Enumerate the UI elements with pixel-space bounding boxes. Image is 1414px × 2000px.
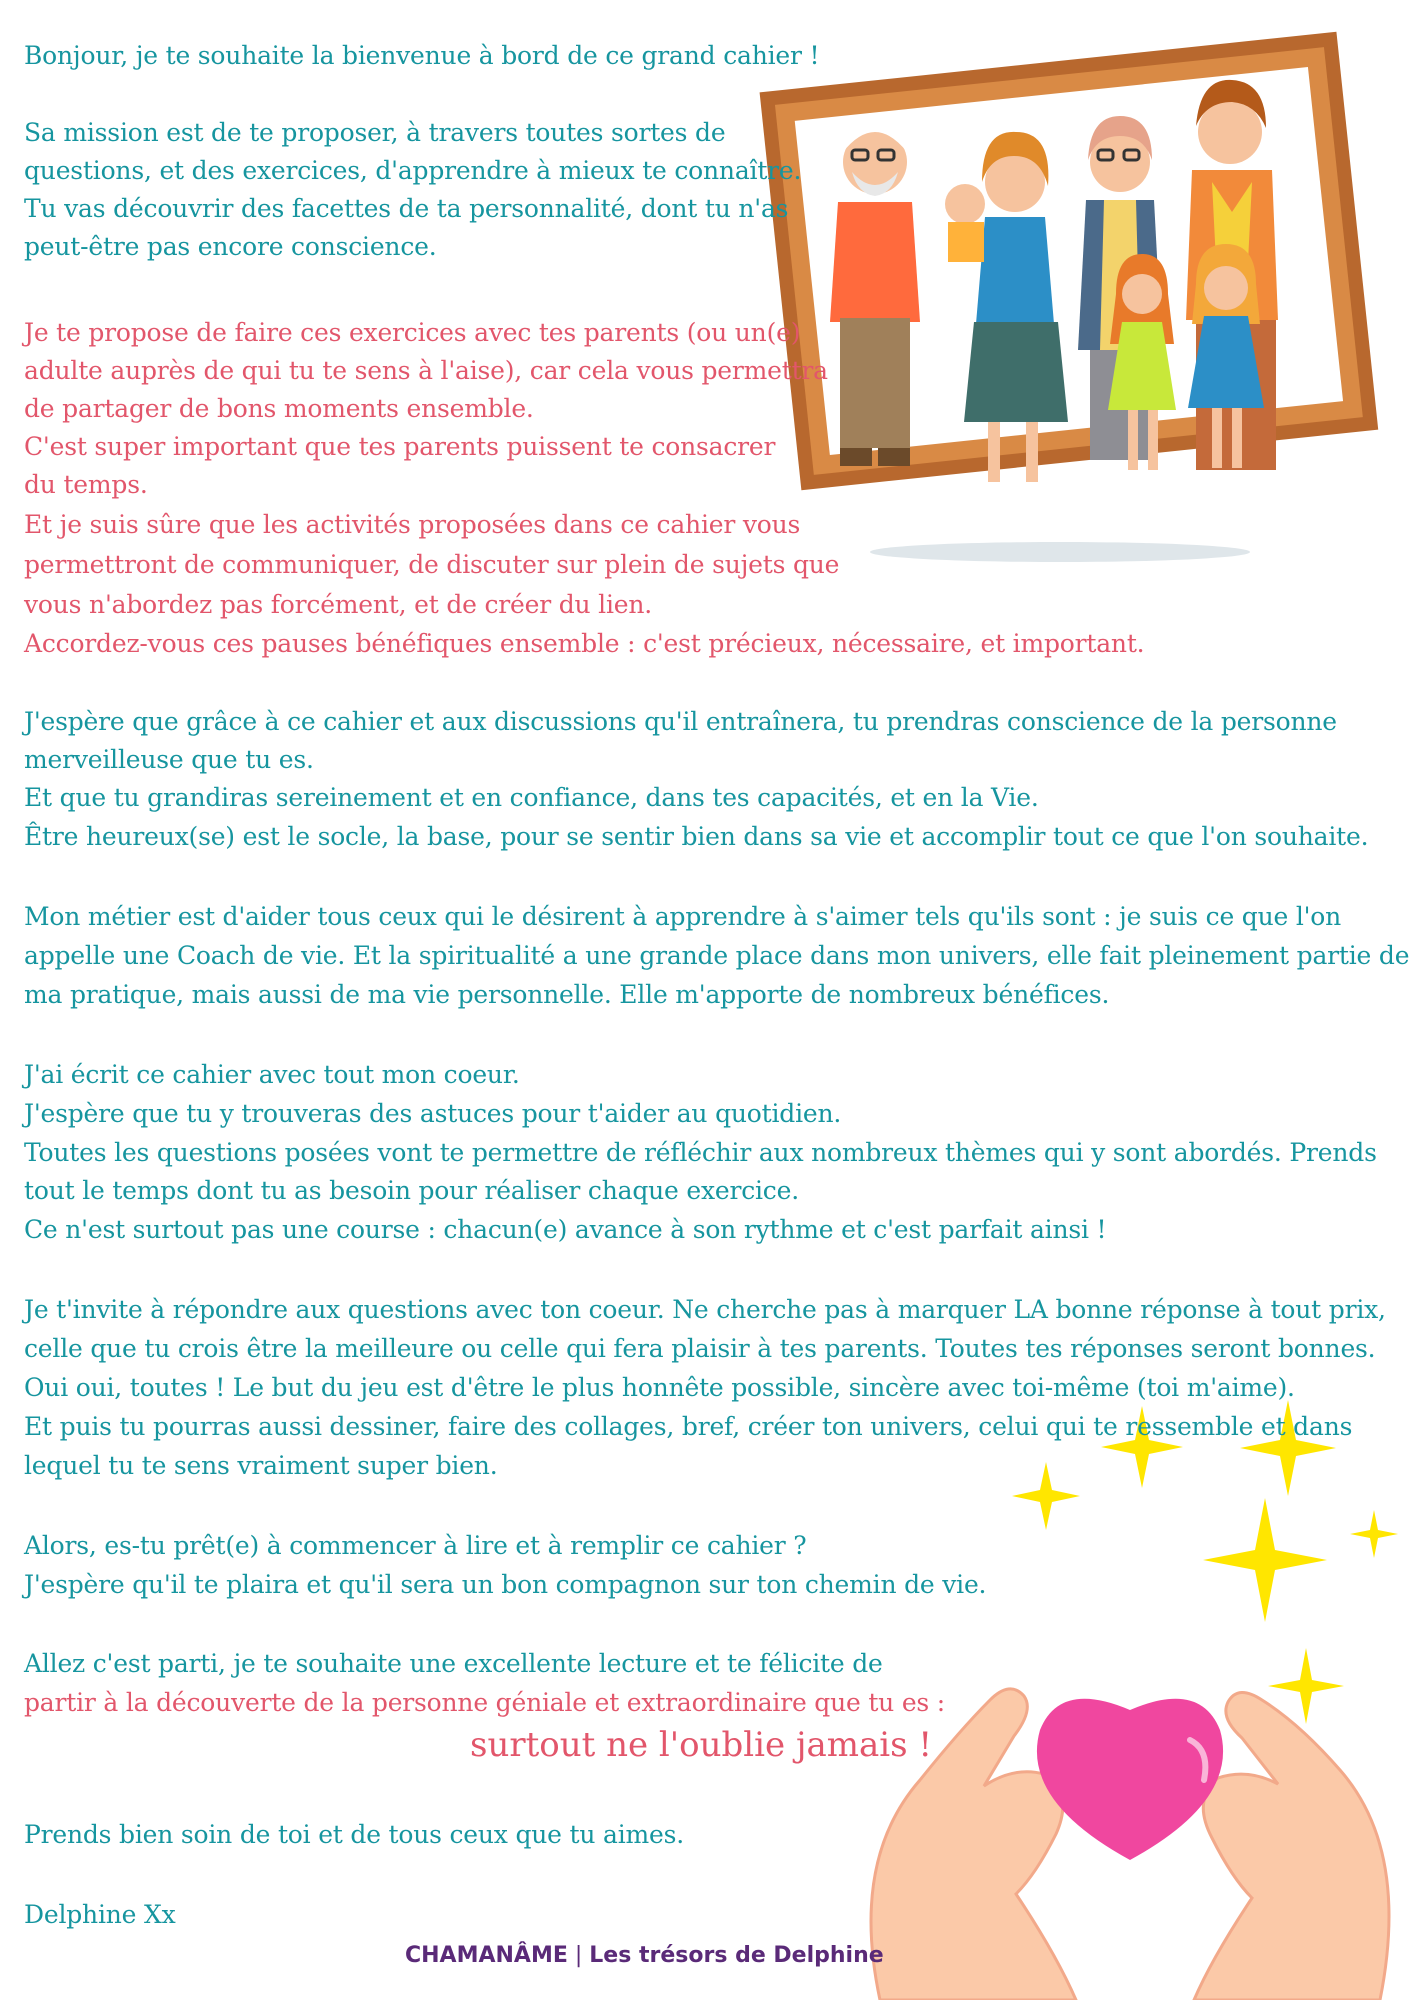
- p4-line: Mon métier est d'aider tous ceux qui le désirent à apprendre à s'aimer tels qu'ils sont : je suis ce que l'on: [24, 902, 1342, 931]
- p6-line: Et puis tu pourras aussi dessiner, faire des collages, bref, créer ton univers, celui qui te ressemble et dans: [24, 1412, 1353, 1441]
- p2-line: Accordez-vous ces pauses bénéfiques ensemble : c'est précieux, nécessaire, et important.: [24, 629, 1145, 658]
- p2-line: de partager de bons moments ensemble.: [24, 394, 534, 423]
- p3-line: Être heureux(se) est le socle, la base, pour se sentir bien dans sa vie et accomplir tout ce que l'on souhaite.: [24, 822, 1369, 851]
- p4-line: ma pratique, mais aussi de ma vie personnelle. Elle m'apporte de nombreux bénéfices.: [24, 980, 1110, 1009]
- p2-line: du temps.: [24, 470, 148, 499]
- p5-line: Ce n'est surtout pas une course : chacun(e) avance à son rythme et c'est parfait ainsi !: [24, 1215, 1107, 1244]
- p7-line: Alors, es-tu prêt(e) à commencer à lire et à remplir ce cahier ?: [24, 1531, 807, 1560]
- p2-line: C'est super important que tes parents puissent te consacrer: [24, 432, 776, 461]
- goodbye-line: Prends bien soin de toi et de tous ceux que tu aimes.: [24, 1820, 684, 1849]
- p3-line: J'espère que grâce à ce cahier et aux discussions qu'il entraînera, tu prendras conscience de la personne: [24, 707, 1337, 736]
- p5-line: Toutes les questions posées vont te permettre de réfléchir aux nombreux thèmes qui y sont abordés. Prends: [24, 1138, 1377, 1167]
- sparkle-icon: [1012, 1400, 1398, 1724]
- signature: Delphine Xx: [24, 1900, 176, 1929]
- intro-line: Bonjour, je te souhaite la bienvenue à bord de ce grand cahier !: [24, 41, 820, 70]
- closing-line: surtout ne l'oublie jamais !: [470, 1725, 933, 1765]
- p3-line: Et que tu grandiras sereinement et en confiance, dans tes capacités, et en la Vie.: [24, 783, 1039, 812]
- p2-line: vous n'abordez pas forcément, et de créer du lien.: [24, 590, 652, 619]
- p8-line: partir à la découverte de la personne géniale et extraordinaire que tu es :: [24, 1688, 946, 1717]
- p1-line: peut-être pas encore conscience.: [24, 232, 437, 261]
- p8-line: Allez c'est parti, je te souhaite une excellente lecture et te félicite de: [24, 1649, 883, 1678]
- p5-line: J'ai écrit ce cahier avec tout mon coeur.: [24, 1060, 520, 1089]
- p2-line: adulte auprès de qui tu te sens à l'aise), car cela vous permettra: [24, 356, 828, 385]
- p6-line: Oui oui, toutes ! Le but du jeu est d'être le plus honnête possible, sincère avec toi-même (toi m'aime).: [24, 1373, 1295, 1402]
- footer-separator: |: [567, 1943, 590, 1968]
- footer-tagline: Les trésors de Delphine: [589, 1943, 884, 1968]
- p2-line: Et je suis sûre que les activités proposées dans ce cahier vous: [24, 510, 801, 539]
- p2-line: permettront de communiquer, de discuter sur plein de sujets que: [24, 550, 840, 579]
- footer-brand-line: [405, 1943, 884, 1968]
- footer-brand: CHAMANÂME: [405, 1943, 568, 1968]
- p1-line: Tu vas découvrir des facettes de ta personnalité, dont tu n'as: [24, 194, 789, 223]
- p6-line: Je t'invite à répondre aux questions avec ton coeur. Ne cherche pas à marquer LA bonne réponse à tout prix,: [24, 1295, 1386, 1324]
- p1-line: questions, et des exercices, d'apprendre à mieux te connaître.: [24, 156, 802, 185]
- p3-line: merveilleuse que tu es.: [24, 745, 314, 774]
- family-portrait-illustration: [760, 22, 1380, 562]
- p5-line: J'espère que tu y trouveras des astuces pour t'aider au quotidien.: [24, 1099, 842, 1128]
- p7-line: J'espère qu'il te plaira et qu'il sera un bon compagnon sur ton chemin de vie.: [24, 1570, 987, 1599]
- p1-line: Sa mission est de te proposer, à travers toutes sortes de: [24, 118, 726, 147]
- p6-line: celle que tu crois être la meilleure ou celle qui fera plaisir à tes parents. Toutes tes réponses seront bonnes.: [24, 1334, 1376, 1363]
- p6-line: lequel tu te sens vraiment super bien.: [24, 1451, 498, 1480]
- p5-line: tout le temps dont tu as besoin pour réaliser chaque exercice.: [24, 1176, 799, 1205]
- p4-line: appelle une Coach de vie. Et la spiritualité a une grande place dans mon univers, elle fait pleinement partie de: [24, 941, 1410, 970]
- p2-line: Je te propose de faire ces exercices avec tes parents (ou un(e): [24, 318, 801, 347]
